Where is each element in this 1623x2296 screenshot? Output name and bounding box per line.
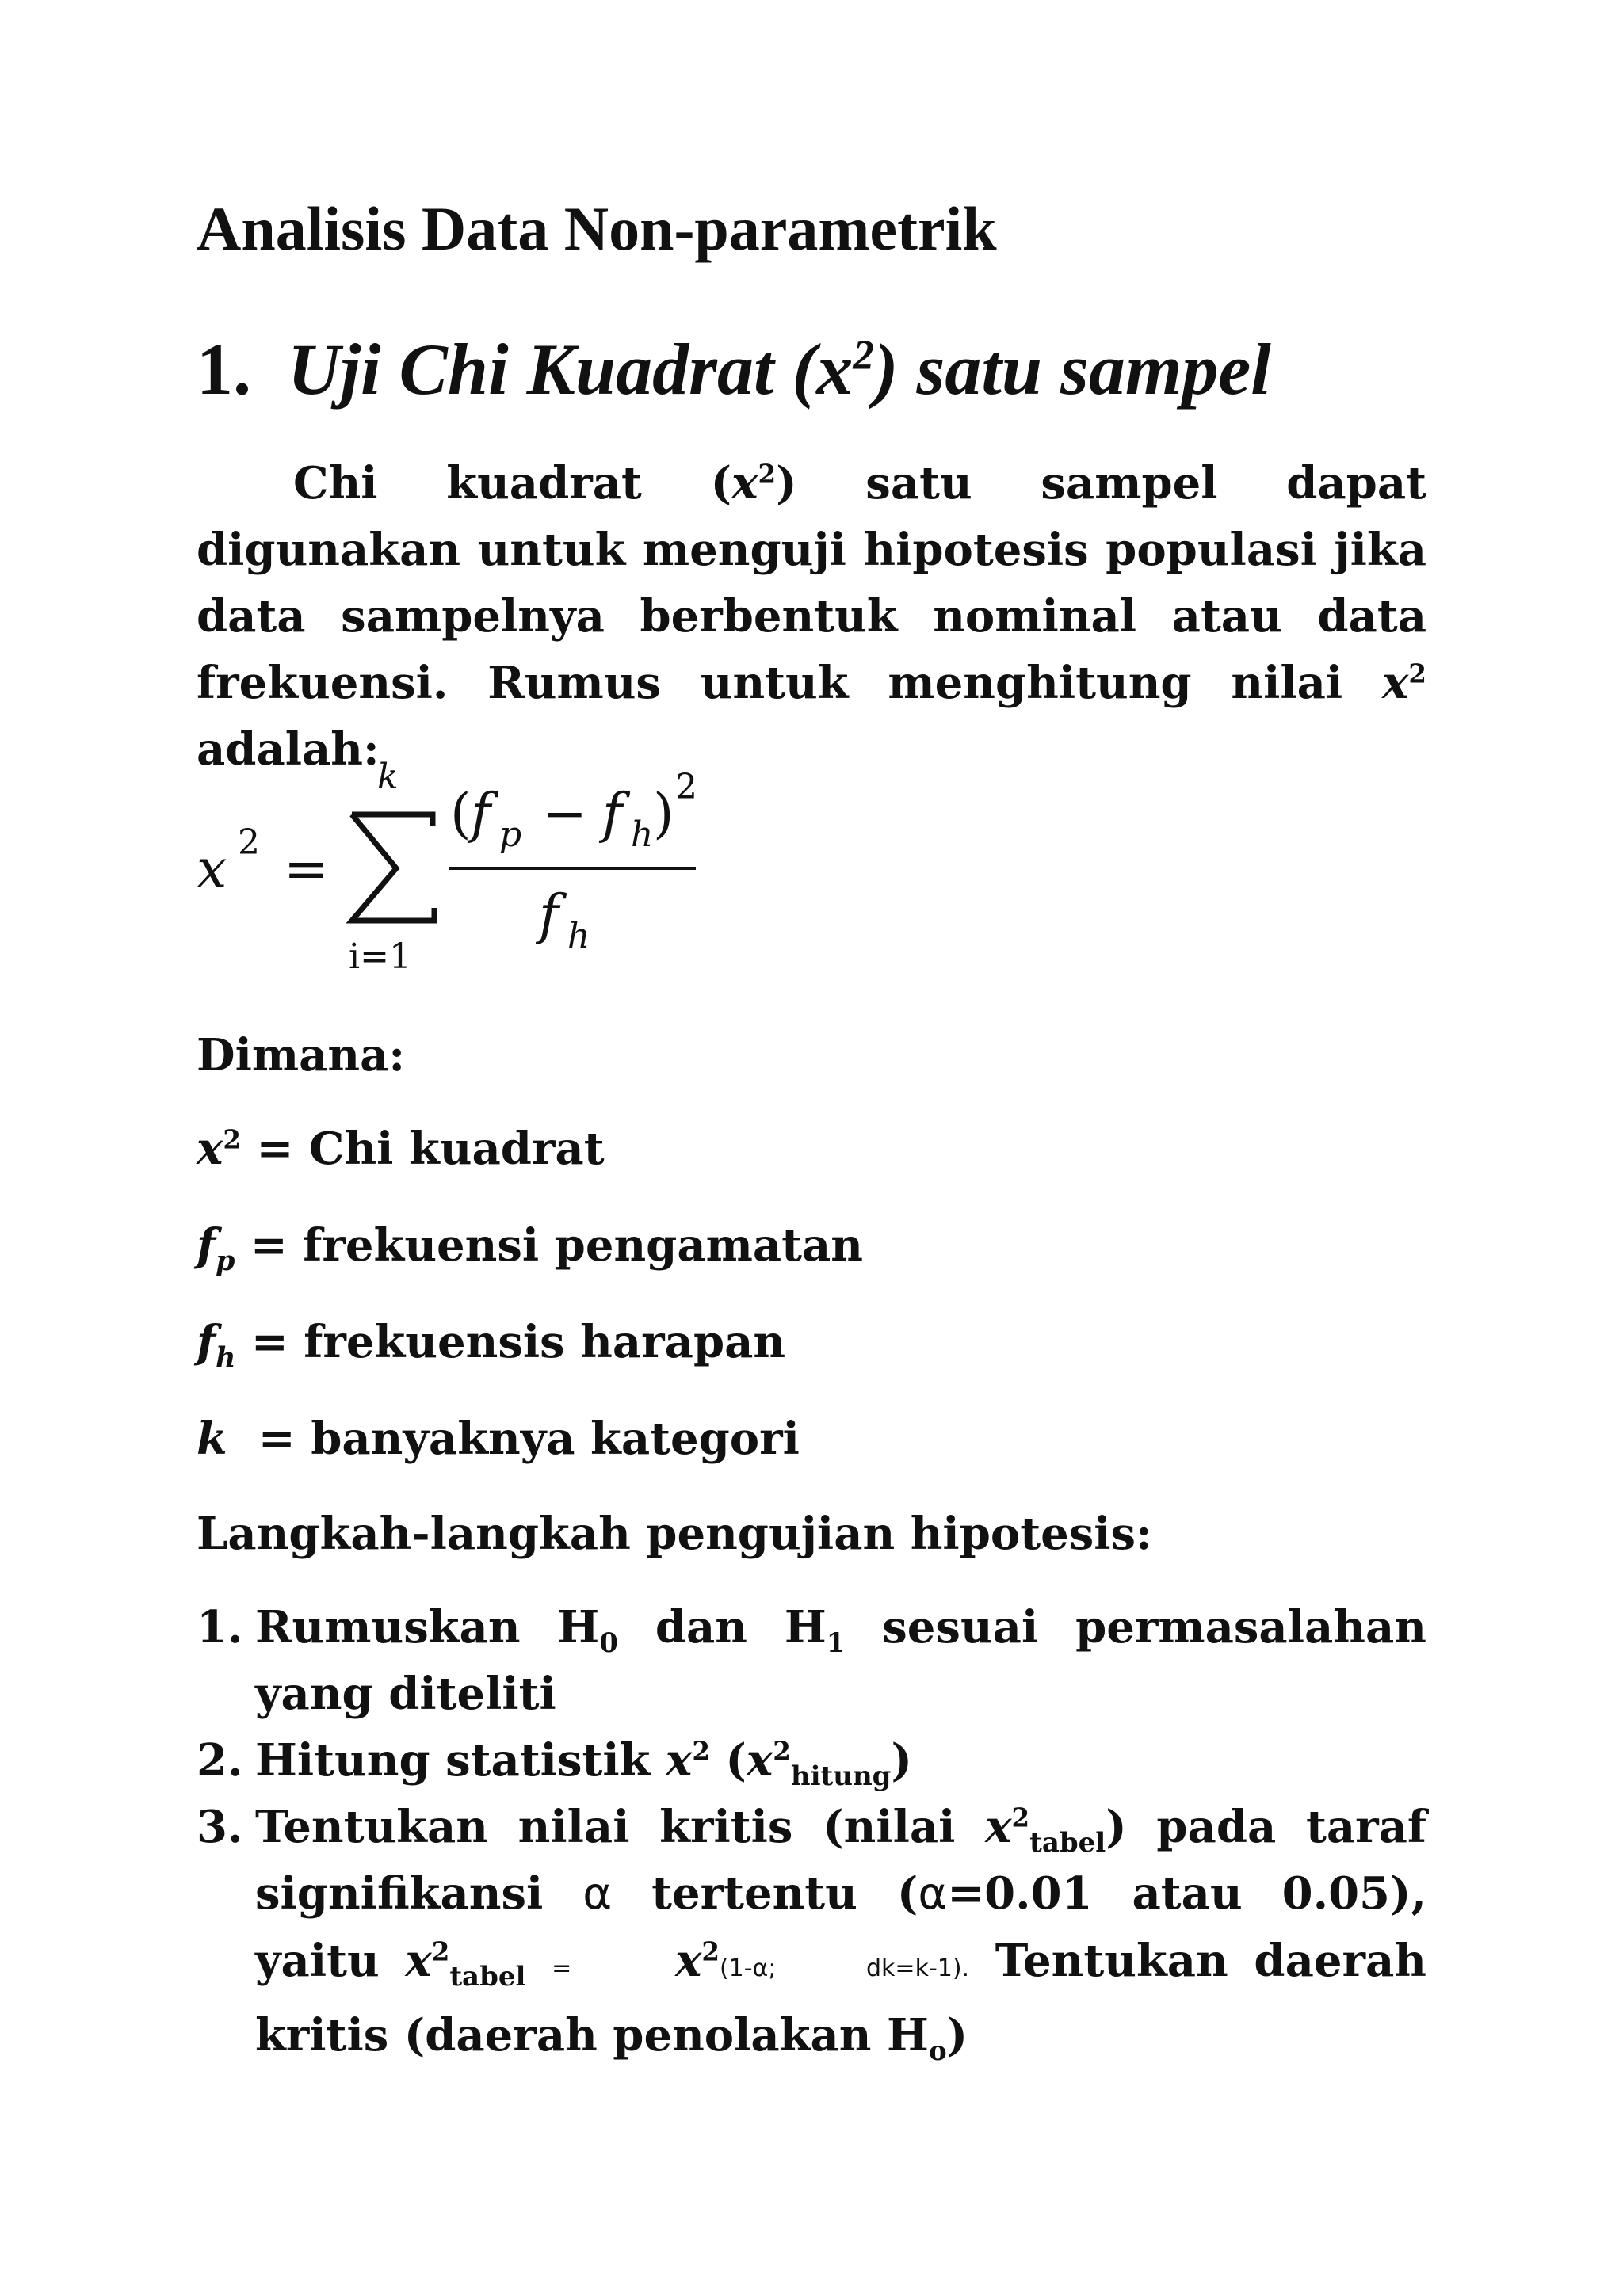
intro-sup: 2 (758, 459, 777, 490)
formula-num-sup: 2 (675, 767, 697, 807)
step-text: Rumuskan H (255, 1601, 600, 1653)
step-marker: 3. (197, 1801, 243, 1853)
def-text: = Chi kuadrat (240, 1123, 605, 1175)
def-var: f (197, 1316, 216, 1368)
step-sub: tabel (449, 1961, 526, 1993)
section-title-var: x (816, 329, 854, 410)
def-text: = banyaknya kategori (227, 1413, 800, 1465)
step-text: sesuai permasalahan yang diteliti (255, 1601, 1426, 1720)
intro-var: x (731, 457, 758, 509)
step-text: Tentukan daerah kritis (daerah penolakan H (255, 1935, 1427, 2061)
step-equals: = (552, 1955, 572, 1982)
chi-square-formula (197, 753, 910, 990)
step-sub: o (928, 2035, 947, 2068)
formula-lhs-sup: 2 (238, 822, 260, 863)
definition-fp (197, 1212, 863, 1279)
step-sup: 2 (773, 1736, 791, 1767)
document-title: Analisis Data Non-parametrik (197, 194, 997, 263)
def-var: x (197, 1123, 223, 1175)
formula-den: f (539, 884, 559, 947)
definition-k (197, 1405, 800, 1472)
formula-minus: − (542, 783, 587, 845)
step-text: ) (891, 1734, 912, 1787)
formula-lower-limit: i=1 (349, 936, 411, 977)
step-marker: 1. (197, 1601, 243, 1653)
where-label: Dimana: (197, 1029, 406, 1081)
definition-fh (197, 1309, 785, 1375)
alpha-symbol: α (582, 1868, 613, 1920)
section-title-sup: 2 (853, 330, 874, 379)
step-sup: 2 (701, 1936, 720, 1967)
step-text: ) pada taraf signifikansi (255, 1801, 1427, 1920)
def-var: f (197, 1219, 216, 1272)
formula-num-open: ( (450, 783, 472, 845)
def-sup: 2 (223, 1124, 241, 1155)
step-sub-small: (1-α; dk=k-1). (719, 1955, 970, 1982)
steps-label: Langkah-langkah pengujian hipotesis: (197, 1508, 1152, 1560)
step-text: Hitung statistik (255, 1734, 666, 1787)
step-sup: 2 (1011, 1802, 1030, 1833)
steps-list (197, 1594, 1426, 2069)
step-text: ( (709, 1734, 747, 1787)
step-var: x (665, 1734, 693, 1787)
step-sub: hitung (790, 1760, 892, 1793)
formula-den-sub: h (567, 916, 590, 956)
def-sub: p (216, 1245, 235, 1278)
step-sub: 0 (599, 1627, 618, 1660)
formula-fp-sub: p (499, 814, 522, 855)
alpha-symbol: α (918, 1868, 948, 1920)
def-sub: h (216, 1341, 236, 1375)
section-title-pre: Uji Chi Kuadrat ( (288, 329, 817, 410)
step-var: x (674, 1935, 702, 1987)
intro-text-1: Chi kuadrat ( (293, 457, 732, 509)
def-text: = frekuensi pengamatan (235, 1219, 864, 1272)
list-item (197, 1794, 1426, 2069)
step-text: Tentukan nilai kritis (nilai (255, 1801, 986, 1853)
step-sub: tabel (1029, 1827, 1106, 1859)
formula-upper-limit: k (377, 757, 399, 797)
intro-text-2: ) satu sampel dapat digunakan untuk menguji hipotesis populasi jika data sampelnya berbentuk nominal atau data frekuensi. Rumus untuk menghitung nilai (197, 457, 1426, 709)
definition-chi-square (197, 1116, 605, 1182)
intro-paragraph (197, 450, 1426, 783)
step-text: tertentu ( (612, 1867, 918, 1920)
sigma-symbol (352, 814, 434, 921)
section-number: 1. (197, 329, 251, 410)
step-var: x (405, 1935, 432, 1987)
step-var: x (985, 1801, 1012, 1853)
formula-lhs-var: x (197, 838, 227, 901)
section-title-post: ) satu sampel (873, 329, 1271, 410)
list-item (197, 1727, 1426, 1794)
formula-fp: f (471, 783, 491, 845)
list-item (197, 1594, 1426, 1727)
step-text: ) (946, 2009, 968, 2061)
intro-var-2: x (1382, 657, 1409, 709)
step-text: dan H (617, 1601, 827, 1653)
step-sup: 2 (431, 1936, 450, 1967)
intro-text-3: adalah: (197, 723, 380, 776)
step-text: =0.01 atau 0.05), yaitu (255, 1867, 1426, 1987)
step-var: x (746, 1734, 773, 1787)
step-sub: 1 (826, 1627, 846, 1660)
formula-num-close: ) (653, 783, 674, 845)
formula-equals: = (284, 838, 329, 901)
def-text: = frekuensis harapan (235, 1316, 786, 1368)
formula-fh: f (602, 783, 623, 845)
def-var: k (197, 1413, 227, 1465)
formula-fh-sub: h (631, 814, 654, 855)
section-heading (197, 329, 1271, 410)
formula-svg (197, 753, 910, 990)
intro-sup-2: 2 (1408, 658, 1426, 689)
step-sup: 2 (692, 1736, 710, 1767)
step-marker: 2. (197, 1734, 243, 1787)
